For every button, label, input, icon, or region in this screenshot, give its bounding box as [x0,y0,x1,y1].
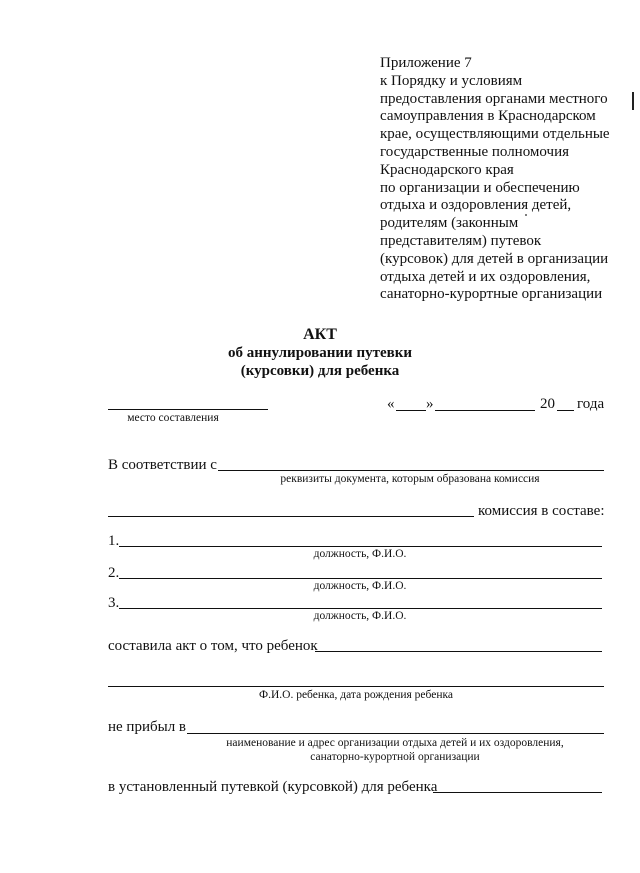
organization-field[interactable] [187,733,604,734]
basis-caption: реквизиты документа, которым образована комиссия [280,473,540,485]
period-label: в установленный путевкой (курсовкой) для ребенка [108,779,438,795]
date-day-field[interactable] [396,410,426,411]
organization-caption: наименование и адрес организации отдыха детей и их оздоровления, [226,737,564,749]
date-open-quote: « [387,396,395,412]
organization-caption: санаторно-курортной организации [310,751,480,763]
child-field[interactable] [315,651,602,652]
member-1-field[interactable] [119,546,602,547]
appendix-line: представителям) путевок [380,232,542,249]
date-year-suffix: года [577,396,605,412]
period-field[interactable] [433,792,602,793]
member-caption: должность, Ф.И.О. [313,610,407,622]
appendix-line: крае, осуществляющими отдельные [380,126,610,143]
appendix-line: предоставления органами местного [380,90,608,107]
member-number: 2. [108,565,120,581]
commission-text: комиссия в составе: [478,503,605,519]
appendix-line: к Порядку и условиям [380,72,523,89]
appendix-line: родителям (законным [380,215,519,232]
not-arrived-label: не прибыл в [108,719,187,735]
appendix-line: Краснодарского края [380,161,514,178]
member-2-field[interactable] [119,578,602,579]
appendix-line: государственные полномочия [380,143,569,160]
scan-dot [525,214,527,216]
act-label: составила акт о том, что ребенок [108,638,318,654]
document-subtitle: (курсовки) для ребенка [240,363,400,379]
basis-label: В соответствии с [108,457,217,473]
member-caption: должность, Ф.И.О. [313,580,407,592]
appendix-line: по организации и обеспечению [380,179,580,196]
place-field[interactable] [108,409,268,410]
appendix-line: самоуправления в Краснодарском [380,108,596,125]
basis-continuation-field[interactable] [108,516,474,517]
place-caption: место составления [127,412,219,424]
member-3-field[interactable] [119,608,602,609]
appendix-block [380,55,630,304]
basis-document-field[interactable] [218,470,604,471]
scan-mark [632,92,634,110]
date-month-field[interactable] [435,410,535,411]
appendix-line: Приложение 7 [380,55,472,71]
member-caption: должность, Ф.И.О. [313,548,407,560]
child-details-field[interactable] [108,686,604,687]
appendix-line: (курсовок) для детей в организации [380,250,609,267]
appendix-line: отдыха и оздоровления детей, [380,197,572,214]
member-number: 1. [108,533,120,549]
child-caption: Ф.И.О. ребенка, дата рождения ребенка [259,689,453,701]
date-year-prefix: 20 [540,396,555,412]
appendix-line: отдыха детей и их оздоровления, [380,268,591,285]
appendix-line: санаторно-курортные организации [380,286,603,303]
document-subtitle: об аннулировании путевки [227,345,413,361]
date-close-quote: » [426,396,434,412]
document-title: АКТ [303,326,337,343]
date-year-field[interactable] [557,410,574,411]
member-number: 3. [108,595,120,611]
